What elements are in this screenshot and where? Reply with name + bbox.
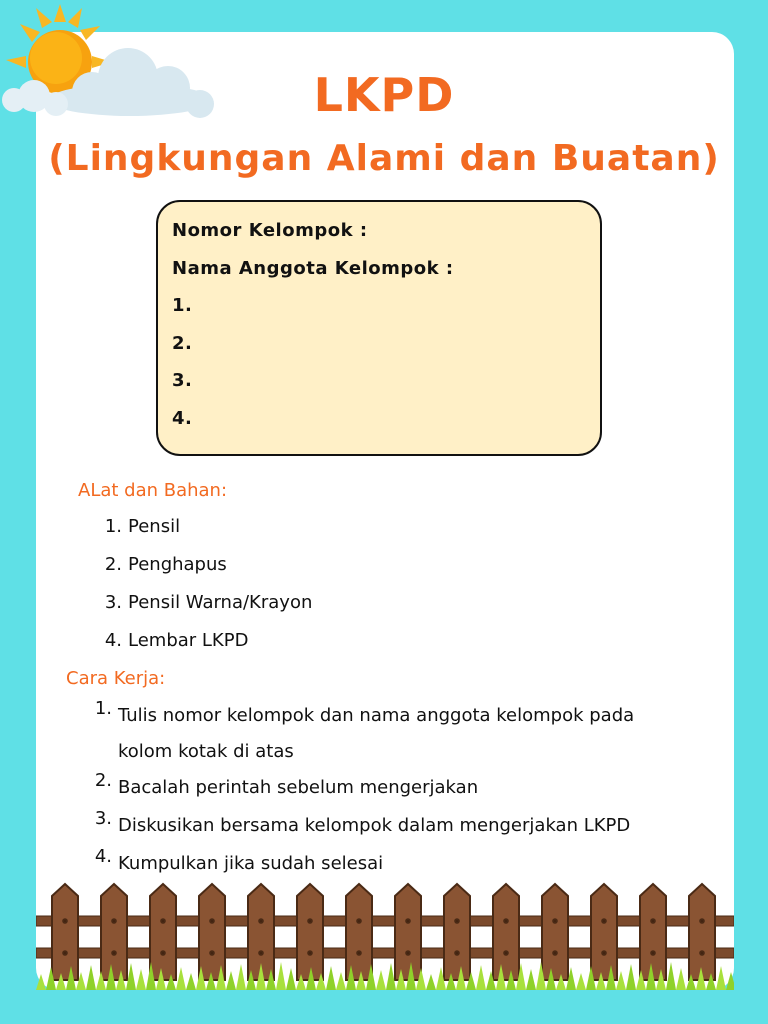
item-text: Lembar LKPD <box>128 630 249 651</box>
fence-nail <box>161 919 165 923</box>
fence-nail <box>700 951 704 955</box>
fence-picket <box>297 884 323 980</box>
item-number: 2. <box>104 554 122 575</box>
list-item <box>100 630 312 668</box>
grass-blade <box>716 966 726 990</box>
fence-nail <box>210 919 214 923</box>
item-text-line: Tulis nomor kelompok dan nama anggota kelompok pada <box>118 705 635 726</box>
item-text: Kumpulkan jika sudah selesai <box>118 853 384 874</box>
item-number: 4. <box>94 846 112 867</box>
member-slot: 4. <box>172 407 193 429</box>
fence-nail <box>63 919 67 923</box>
fence-nail <box>700 919 704 923</box>
fence-nail <box>602 919 606 923</box>
group-info-box <box>156 200 602 456</box>
fence-picket <box>640 884 666 980</box>
fence-nail <box>406 951 410 955</box>
grass-blade <box>276 962 286 990</box>
grass-blade <box>376 970 386 990</box>
fence-nail <box>455 951 459 955</box>
item-text: Diskusikan bersama kelompok dalam mengerjakan LKPD <box>118 815 631 836</box>
list-item <box>100 592 312 630</box>
fence-nail <box>553 951 557 955</box>
tools-heading: ALat dan Bahan: <box>78 480 228 501</box>
fence-nail <box>112 951 116 955</box>
group-number-label: Nomor Kelompok : <box>172 220 368 241</box>
item-number: 1. <box>104 516 122 537</box>
fence-nail <box>357 919 361 923</box>
member-slot: 1. <box>172 295 193 316</box>
item-text: Penghapus <box>128 554 227 575</box>
fence-nail <box>63 951 67 955</box>
page-subtitle: (Lingkungan Alami dan Buatan) <box>48 138 720 179</box>
fence-nail <box>161 951 165 955</box>
fence-picket <box>689 884 715 980</box>
fence-nail <box>602 951 606 955</box>
fence-nail <box>357 951 361 955</box>
fence-picket <box>493 884 519 980</box>
item-number: 3. <box>104 592 122 613</box>
item-text: Pensil Warna/Krayon <box>128 592 313 613</box>
fence-picket <box>101 884 127 980</box>
grass-blade <box>186 973 196 990</box>
fence-nail <box>651 919 655 923</box>
item-text <box>118 698 634 770</box>
item-number: 3. <box>94 808 112 829</box>
fence-nail <box>259 951 263 955</box>
fence-icon <box>36 880 734 990</box>
grass-icon <box>36 962 734 990</box>
fence-nail <box>553 919 557 923</box>
grass-blade <box>476 965 486 990</box>
fence-nail <box>308 951 312 955</box>
member-slot: 3. <box>172 370 193 391</box>
fence-nail <box>504 919 508 923</box>
fence-nail <box>259 919 263 923</box>
fence-nail <box>308 919 312 923</box>
list-item <box>86 770 634 808</box>
fence-picket <box>395 884 421 980</box>
steps-heading: Cara Kerja: <box>66 668 166 689</box>
item-text: Pensil <box>128 516 181 537</box>
grass-blade <box>576 973 586 990</box>
fence-picket <box>591 884 617 980</box>
fence-picket <box>444 884 470 980</box>
grass-blade <box>426 974 436 990</box>
list-item <box>86 698 634 770</box>
item-number: 4. <box>104 630 122 651</box>
fence-picket <box>346 884 372 980</box>
page-title: LKPD <box>313 68 455 122</box>
grass-blade <box>176 967 186 990</box>
grass-blade <box>666 962 676 990</box>
list-item <box>100 516 312 554</box>
list-item <box>100 554 312 592</box>
grass-blade <box>86 965 96 990</box>
grass-blade <box>726 972 734 990</box>
grass-blade <box>286 968 296 990</box>
tools-list <box>100 516 312 668</box>
fence-picket <box>52 884 78 980</box>
fence-nail <box>651 951 655 955</box>
steps-list <box>86 698 634 884</box>
fence-nail <box>504 951 508 955</box>
list-item <box>86 808 634 846</box>
item-number: 2. <box>94 770 112 791</box>
member-slot: 2. <box>172 332 193 354</box>
grass-blade <box>626 964 636 990</box>
item-number: 1. <box>94 698 112 719</box>
grass-blade <box>336 972 346 990</box>
grass-blade <box>676 968 686 990</box>
grass-blade <box>136 969 146 990</box>
fence-nail <box>112 919 116 923</box>
grass-blade <box>326 966 336 990</box>
grass-blade <box>526 969 536 990</box>
grass-blade <box>36 974 46 990</box>
fence-nail <box>406 919 410 923</box>
item-text: Bacalah perintah sebelum mengerjakan <box>118 777 479 798</box>
fence-picket <box>150 884 176 980</box>
fence-nail <box>210 951 214 955</box>
grass-blade <box>226 971 236 990</box>
members-label: Nama Anggota Kelompok : <box>172 257 454 279</box>
fence-picket <box>542 884 568 980</box>
item-text-line: kolom kotak di atas <box>118 741 294 762</box>
fence-nail <box>455 919 459 923</box>
grass-blade <box>236 964 246 990</box>
list-item <box>86 846 634 884</box>
